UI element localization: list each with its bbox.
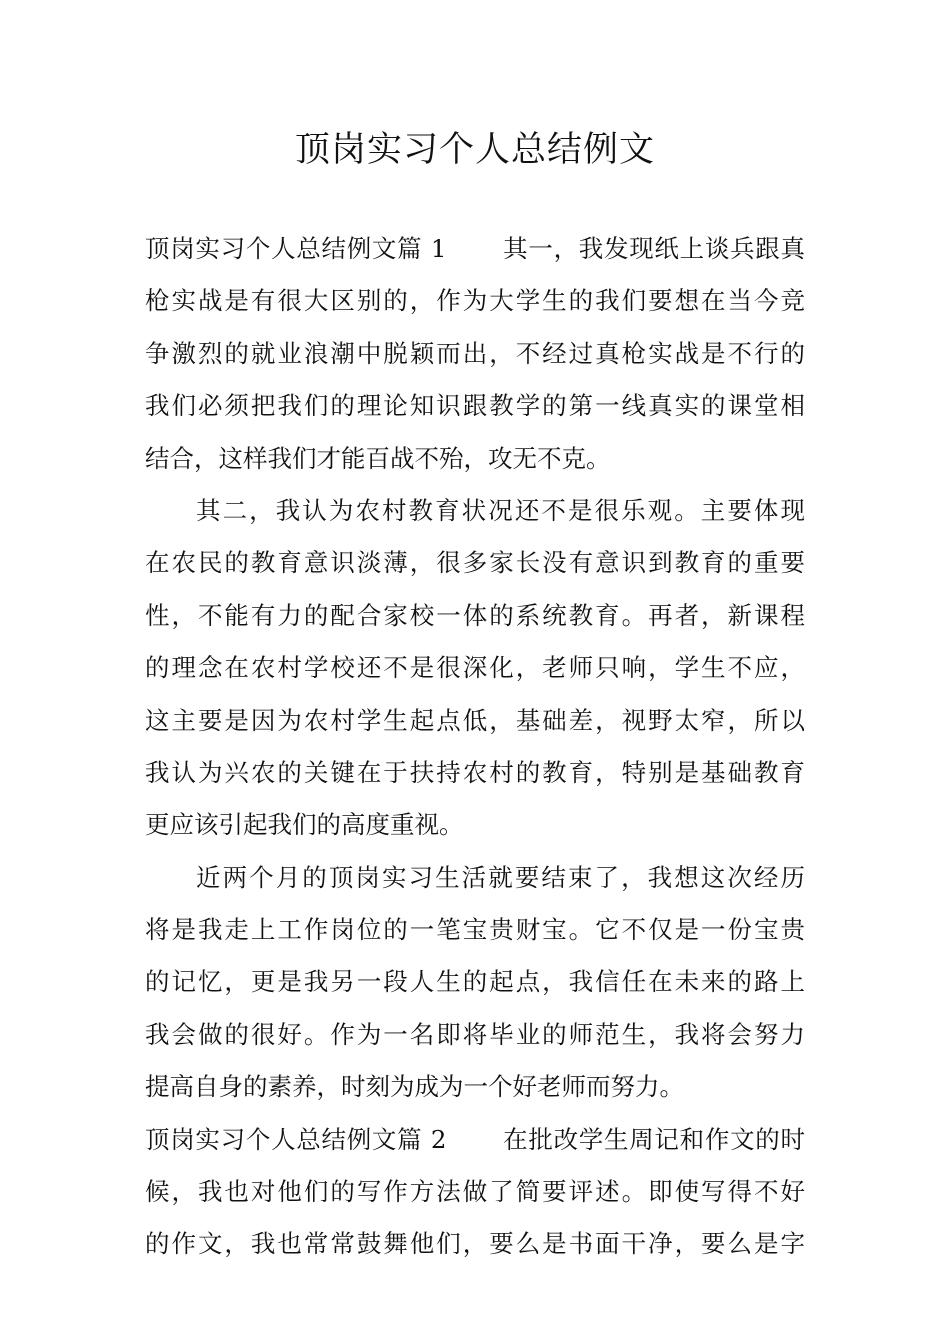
- section-heading-2: 顶岗实习个人总结例文篇 2: [145, 1124, 447, 1154]
- text-line: 提高自身的素养，时刻为成为一个好老师而努力。: [145, 1072, 684, 1102]
- text-line: 将是我走上工作岗位的一笔宝贵财宝。它不仅是一份宝贵: [145, 915, 805, 945]
- text-line: 在农民的教育意识淡薄，很多家长没有意识到教育的重要: [145, 548, 805, 578]
- document-body: [145, 223, 805, 1271]
- text-line: 其二，我认为农村教育状况还不是很乐观。主要体现: [196, 495, 805, 525]
- line-text: 其一，我发现纸上谈兵跟真: [502, 234, 805, 263]
- text-line: 枪实战是有很大区别的，作为大学生的我们要想在当今竞: [145, 286, 805, 316]
- text-line: 的记忆，更是我另一段人生的起点，我信任在未来的路上: [145, 967, 805, 997]
- text-line: 争激烈的就业浪潮中脱颖而出，不经过真枪实战是不行的: [145, 338, 805, 368]
- line-text: 在批改学生周记和作文的时: [502, 1124, 805, 1154]
- text-line: 我们必须把我们的理论知识跟教学的第一线真实的课堂相: [145, 391, 805, 421]
- document-title: 顶岗实习个人总结例文: [294, 130, 655, 170]
- text-line: 这主要是因为农村学生起点低，基础差，视野太窄，所以: [145, 705, 805, 735]
- text-line: 结合，这样我们才能百战不殆，攻无不克。: [145, 443, 611, 473]
- section-heading-1: 顶岗实习个人总结例文篇 1: [145, 234, 447, 263]
- text-line: 的作文，我也常常鼓舞他们，要么是书面干净，要么是字: [145, 1229, 805, 1259]
- text-line: 更应该引起我们的高度重视。: [145, 810, 464, 840]
- text-line: 近两个月的顶岗实习生活就要结束了，我想这次经历: [196, 862, 805, 892]
- text-line: [145, 1114, 805, 1166]
- text-line: 我会做的很好。作为一名即将毕业的师范生，我将会努力: [145, 1019, 805, 1049]
- text-line: 性，不能有力的配合家校一体的系统教育。再者，新课程: [145, 600, 805, 630]
- text-line: 我认为兴农的关键在于扶持农村的教育，特别是基础教育: [145, 757, 805, 787]
- text-line: [145, 223, 805, 275]
- text-line: 的理念在农村学校还不是很深化，老师只响，学生不应，: [145, 653, 805, 683]
- text-line: 候，我也对他们的写作方法做了简要评述。即使写得不好: [145, 1177, 805, 1207]
